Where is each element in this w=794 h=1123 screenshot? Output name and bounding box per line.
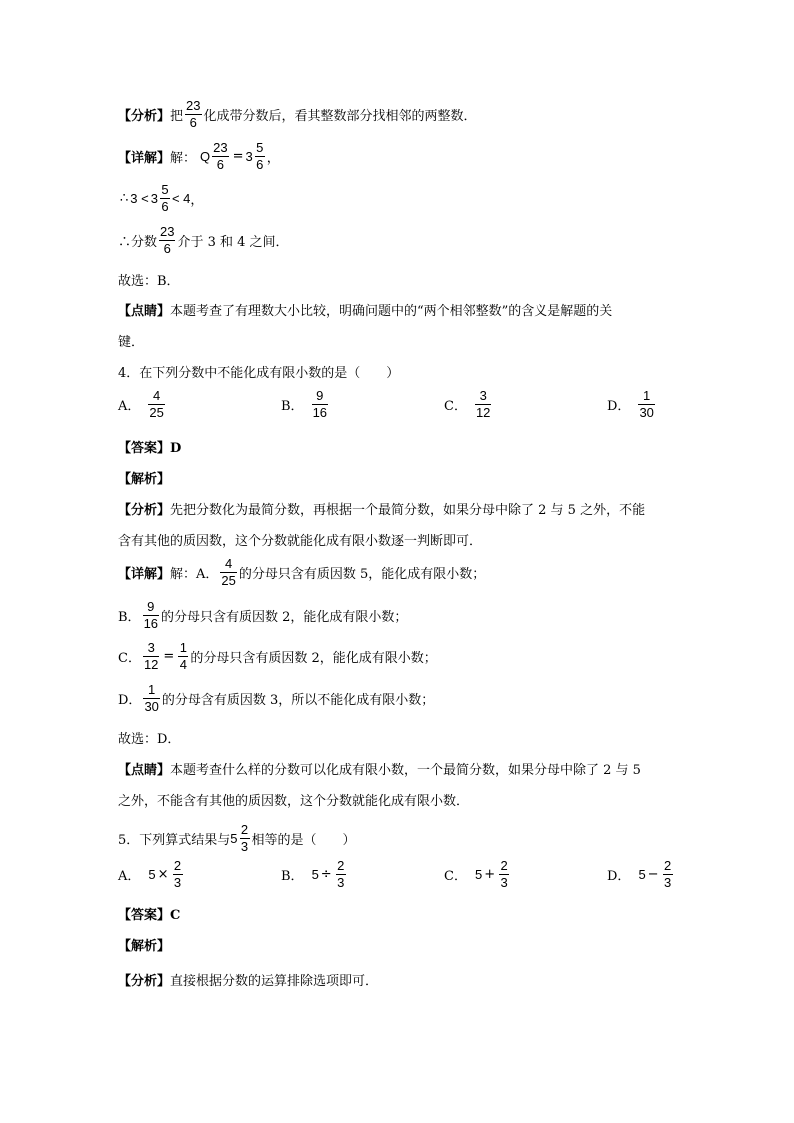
answer-text: 【答案】C xyxy=(118,908,181,923)
analysis-text: 含有其他的质因数，这个分数就能化成有限小数逐一判断即可． xyxy=(118,534,483,549)
q3-comment-line-2 xyxy=(118,331,144,350)
equals-sign: = xyxy=(163,649,175,664)
detail-text: D． xyxy=(118,693,142,708)
mixed-whole: 3 xyxy=(245,149,253,164)
q4-option-b xyxy=(281,388,330,421)
analysis-tag: 【分析】 xyxy=(118,974,171,989)
option-label: D． xyxy=(607,399,631,414)
q4-analysis-line-2 xyxy=(118,530,482,549)
option-label: A． xyxy=(118,399,141,414)
q3-comment-line-1 xyxy=(118,300,612,319)
detail-text: 解：A． xyxy=(170,567,219,582)
q3-choice-line xyxy=(118,270,180,289)
comma: ， xyxy=(190,193,204,208)
detail-text: 的分母含有质因数 3，所以不能化成有限小数； xyxy=(161,693,435,708)
option-fraction: $\frac{2}{3}$ xyxy=(337,858,345,890)
divide-sign: ÷ xyxy=(320,867,332,882)
option-fraction: $\frac{3}{12}$ xyxy=(475,388,491,420)
jiexi-tag: 【解析】 xyxy=(118,472,171,487)
q4-comment-line-2 xyxy=(118,790,469,809)
q5-stem xyxy=(118,822,356,855)
fraction-23-6: $\frac{23}{6}$ xyxy=(160,224,175,256)
q4-stem xyxy=(118,362,399,381)
fraction-1-30: $\frac{1}{30}$ xyxy=(144,682,159,714)
option-fraction: $\frac{9}{16}$ xyxy=(312,388,328,420)
q4-detail-b xyxy=(118,599,407,632)
q5-analysis-line xyxy=(118,970,378,989)
answer-text: 【答案】D xyxy=(118,441,182,456)
fraction-2-3: $\frac{2}{3}$ xyxy=(240,822,249,854)
option-fraction: $\frac{1}{30}$ xyxy=(639,388,654,420)
q5-option-a xyxy=(118,858,185,891)
analysis-text-pre: 把 xyxy=(170,109,184,124)
choice-text: 故选：D． xyxy=(118,732,181,747)
q4-answer xyxy=(118,437,181,456)
question-stem: 5．下列算式结果与 xyxy=(118,833,231,848)
detail-text: 的分母只含有质因数 2，能化成有限小数； xyxy=(161,610,408,625)
option-left: 5 xyxy=(311,867,319,882)
jiexi-tag: 【解析】 xyxy=(118,939,171,954)
option-fraction: $\frac{2}{3}$ xyxy=(663,858,672,890)
q5-answer xyxy=(118,904,180,923)
q4-detail-c xyxy=(118,640,437,673)
option-label: C． xyxy=(444,399,467,414)
comma: ， xyxy=(266,151,280,166)
q5-option-d xyxy=(607,858,675,891)
q5-jiexi xyxy=(118,935,170,954)
therefore-symbol: ∴ xyxy=(120,191,129,206)
ineq-left: 3 < xyxy=(130,191,149,206)
option-left: 5 xyxy=(148,867,156,882)
q4-jiexi xyxy=(118,468,170,487)
option-label: B． xyxy=(281,869,304,884)
fraction-4-25: $\frac{4}{25}$ xyxy=(221,556,236,588)
detail-tag: 【详解】 xyxy=(118,151,171,166)
q3-conclusion-line xyxy=(118,224,289,257)
option-left: 5 xyxy=(638,867,646,882)
option-fraction: $\frac{4}{25}$ xyxy=(149,388,164,420)
option-fraction: $\frac{2}{3}$ xyxy=(173,858,182,890)
analysis-text: 直接根据分数的运算排除选项即可． xyxy=(170,974,379,989)
ineq-right: < 4 xyxy=(171,191,191,206)
analysis-text: 先把分数化为最简分数，再根据一个最简分数，如果分母中除了 2 与 5 之外，不能 xyxy=(170,503,646,518)
q4-option-d xyxy=(607,388,657,421)
q-symbol: Q xyxy=(200,149,211,164)
q5-option-c xyxy=(444,858,511,891)
option-fraction: $\frac{2}{3}$ xyxy=(500,858,508,890)
option-label: B． xyxy=(281,399,304,414)
comment-text: 本题考查什么样的分数可以化成有限小数，一个最简分数，如果分母中除了 2 与 5 xyxy=(170,763,641,778)
comment-text: 之外，不能含有其他的质因数，这个分数就能化成有限小数． xyxy=(118,794,470,809)
fraction-23-6: $\frac{23}{6}$ xyxy=(213,140,228,172)
comment-text: 键． xyxy=(118,335,145,350)
detail-text: C． xyxy=(118,651,141,666)
mixed-whole: 5 xyxy=(230,831,238,846)
minus-sign: − xyxy=(647,867,659,882)
fraction-1-4: $\frac{1}{4}$ xyxy=(179,640,187,672)
q3-analysis-line xyxy=(118,98,477,131)
q4-comment-line-1 xyxy=(118,759,641,778)
fraction-9-16: $\frac{9}{16}$ xyxy=(143,599,159,631)
q4-option-a xyxy=(118,388,167,421)
q4-choice-line xyxy=(118,728,180,747)
detail-text: 解： xyxy=(170,151,197,166)
option-label: A． xyxy=(118,869,141,884)
fraction-3-12: $\frac{3}{12}$ xyxy=(143,640,159,672)
detail-tag: 【详解】 xyxy=(118,567,171,582)
conclusion-post: 介于 3 和 4 之间． xyxy=(177,235,289,250)
option-left: 5 xyxy=(474,867,483,882)
option-label: D． xyxy=(607,869,631,884)
analysis-text-post: 化成带分数后，看其整数部分找相邻的两整数． xyxy=(203,109,477,124)
choice-text: 故选：B． xyxy=(118,274,180,289)
q4-option-c xyxy=(444,388,493,421)
comment-tag: 【点睛】 xyxy=(118,763,171,778)
comment-tag: 【点睛】 xyxy=(118,304,171,319)
question-stem: 4．在下列分数中不能化成有限小数的是（ ） xyxy=(118,366,400,381)
detail-text: B． xyxy=(118,610,141,625)
analysis-tag: 【分析】 xyxy=(118,503,171,518)
detail-text: 的分母只含有质因数 2，能化成有限小数； xyxy=(190,651,437,666)
q4-detail-d xyxy=(118,682,434,715)
times-sign: × xyxy=(157,867,169,882)
fraction-23-6: $\frac{23}{6}$ xyxy=(186,98,201,130)
analysis-tag: 【分析】 xyxy=(118,109,171,124)
question-stem: 相等的是（ ） xyxy=(251,833,356,848)
detail-text: 的分母只含有质因数 5，能化成有限小数； xyxy=(238,567,486,582)
q4-analysis-line-1 xyxy=(118,499,645,518)
q3-detail-line xyxy=(118,140,280,173)
equals-sign: = xyxy=(232,149,244,164)
q4-detail-a xyxy=(118,556,485,589)
q5-option-b xyxy=(281,858,348,891)
option-label: C． xyxy=(444,869,467,884)
fraction-5-6: $\frac{5}{6}$ xyxy=(256,140,264,172)
mixed-whole: 3 xyxy=(150,191,158,206)
conclusion-pre: ∴分数 xyxy=(118,235,158,250)
fraction-5-6: $\frac{5}{6}$ xyxy=(161,182,169,214)
comment-text: 本题考查了有理数大小比较，明确问题中的“两个相邻整数”的含义是解题的关 xyxy=(170,304,613,319)
q3-inequality-line xyxy=(118,182,203,215)
plus-sign: + xyxy=(484,867,496,882)
